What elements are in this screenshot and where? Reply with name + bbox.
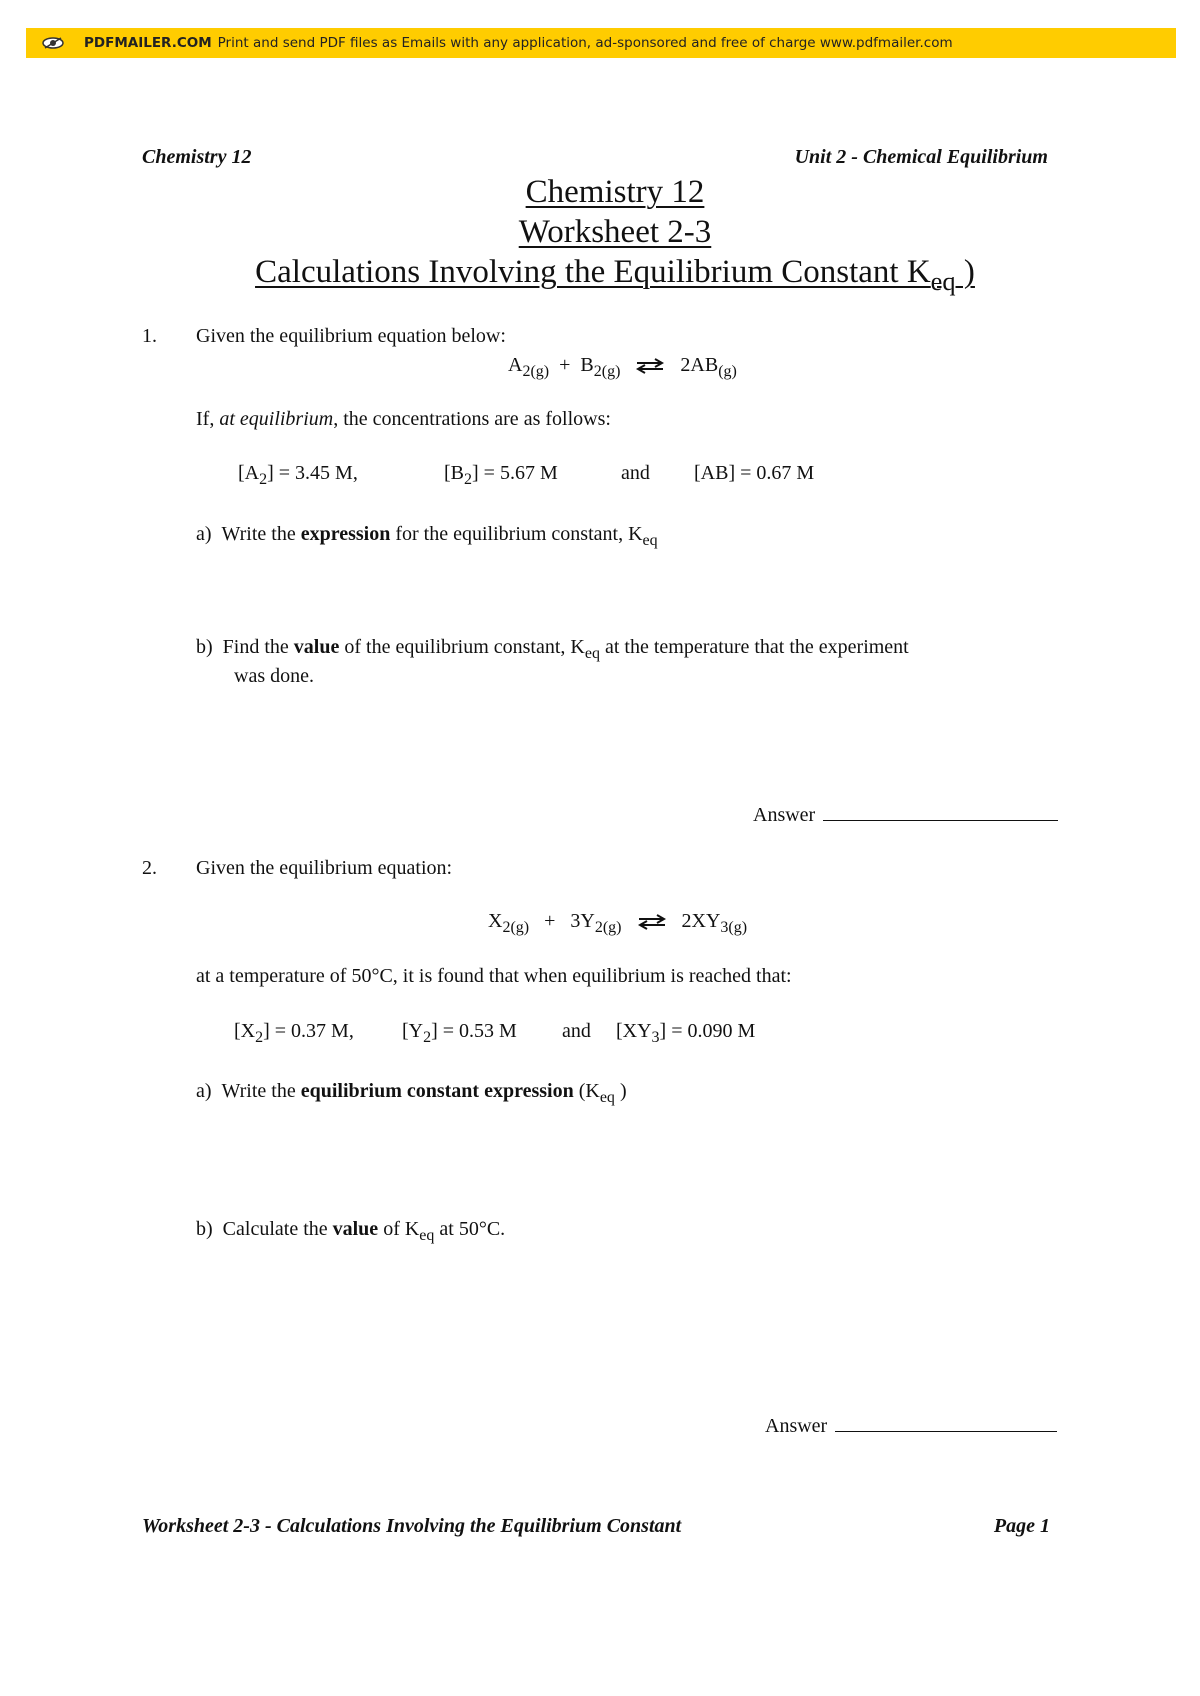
- q2-conc-y2: $[Y_2] = 0.53$ M: [402, 1020, 517, 1046]
- q1-part-b: b) Find the value of the equilibrium constant, $K_{eq}$ at the temperature that the experiment: [196, 636, 909, 662]
- banner-text: Print and send PDF files as Emails with any application, ad-sponsored and free of charge www.pdfmailer.com: [217, 35, 953, 51]
- q2-part-b: b) Calculate the value of $K_{eq}$ at 50°C.: [196, 1218, 506, 1244]
- q2-conc-and: and: [562, 1020, 591, 1042]
- page-title: Chemistry 12: [525, 174, 705, 210]
- worksheet-subtitle: Calculations Involving the Equilibrium Constant $K_{eq}$ ): [255, 254, 975, 296]
- q2-answer: Answer: [765, 1413, 1057, 1438]
- q1-conc-and: and: [621, 462, 650, 484]
- q1-if-line: If, at equilibrium, the concentrations are as follows:: [196, 408, 611, 430]
- q1-number: 1.: [142, 325, 157, 347]
- q2-number: 2.: [142, 857, 157, 879]
- q2-conc-xy3: $[XY_3] = 0.090$ M: [616, 1020, 756, 1046]
- pdfmailer-banner: [26, 28, 1176, 58]
- q1-part-a: a) Write the expression for the equilibrium constant, $K_{eq}$: [196, 523, 658, 549]
- equilibrium-arrow-icon: [637, 914, 667, 930]
- q1-conc-ab: [AB] = 0.67 M: [694, 462, 815, 484]
- worksheet-title: Worksheet 2-3: [518, 214, 712, 250]
- q1-answer-blank[interactable]: [823, 802, 1058, 821]
- footer-page-number: Page 1: [993, 1515, 1050, 1537]
- q1-conc-b2: $[B_2] = 5.67$ M: [444, 462, 558, 488]
- q2-equation: $X_{2(g)}$ + $3Y_{2(g)}$ $2XY_{3(g)}$: [488, 910, 748, 936]
- q2-answer-blank[interactable]: [835, 1413, 1057, 1432]
- q1-equation: $A_{2(g)} + B_{2(g)}$ $2AB_{(g)}$: [508, 354, 737, 380]
- q2-conc-x2: $[X_2] = 0.37$ M,: [234, 1020, 354, 1046]
- footer-title: Worksheet 2-3 - Calculations Involving the Equilibrium Constant: [142, 1515, 682, 1537]
- q1-answer: Answer: [753, 802, 1058, 827]
- q2-part-a: a) Write the equilibrium constant expression ($K_{eq}$ ): [196, 1080, 627, 1106]
- eye-logo-icon: [42, 37, 64, 49]
- banner-brand[interactable]: PDFMAILER.COM: [84, 35, 212, 51]
- q1-conc-a2: $[A_2] = 3.45$ M,: [238, 462, 358, 488]
- header-unit: Unit 2 - Chemical Equilibrium: [794, 146, 1048, 168]
- q2-temp-line: at a temperature of 50°C, it is found that when equilibrium is reached that:: [196, 965, 792, 987]
- q2-prompt: Given the equilibrium equation:: [196, 857, 453, 879]
- q1-prompt: Given the equilibrium equation below:: [196, 325, 506, 347]
- equilibrium-arrow-icon: [635, 358, 665, 374]
- q1-part-b-line2: was done.: [234, 665, 314, 687]
- header-course: Chemistry 12: [142, 146, 252, 168]
